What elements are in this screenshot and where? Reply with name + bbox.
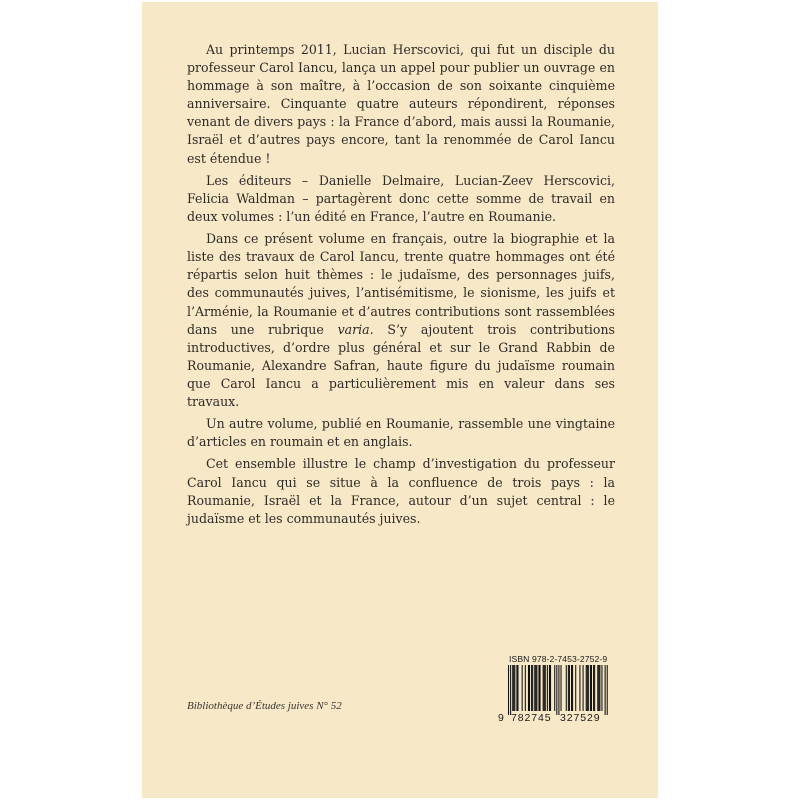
barcode-bar bbox=[594, 665, 595, 711]
barcode-bar bbox=[568, 665, 569, 711]
barcode-bar bbox=[572, 665, 573, 711]
series-title: Bibliothèque d’Études juives N° 52 bbox=[187, 700, 342, 712]
barcode-guard-bar bbox=[510, 665, 511, 715]
paragraph-4: Un autre volume, publié en Roumanie, rassemble une vingtaine d’articles en roumain et en anglais. bbox=[187, 416, 615, 450]
paragraph-3 bbox=[187, 230, 615, 411]
paragraph-2: Les éditeurs – Danielle Delmaire, Lucian-Zeev Herscovici, Felicia Waldman – partagèrent donc cette somme de travail en deux volumes : l’un édité en France, l’autre en Roumanie. bbox=[187, 172, 615, 224]
blurb-text bbox=[187, 41, 615, 532]
barcode-bar bbox=[544, 665, 545, 711]
barcode-bar bbox=[543, 665, 544, 711]
barcode-bar bbox=[545, 665, 546, 711]
barcode-bar bbox=[536, 665, 537, 711]
barcode-guard-bar bbox=[605, 665, 606, 715]
barcode-bar bbox=[593, 665, 594, 711]
barcode-bar bbox=[531, 665, 532, 711]
barcode-bar bbox=[571, 665, 572, 711]
barcode-bar bbox=[547, 665, 548, 711]
barcode-bar bbox=[549, 665, 550, 711]
barcode-bar bbox=[598, 665, 599, 711]
barcode-bar bbox=[586, 665, 587, 711]
barcode-bar bbox=[534, 665, 535, 711]
barcode-bar bbox=[529, 665, 530, 711]
barcode-bar bbox=[597, 665, 598, 711]
barcode-digit-first: 9 bbox=[498, 712, 504, 724]
barcode-bar bbox=[540, 665, 541, 711]
barcode-bar bbox=[513, 665, 514, 711]
barcode-bar bbox=[516, 665, 517, 711]
barcode-bar bbox=[590, 665, 591, 711]
paragraph-1: Au printemps 2011, Lucian Herscovici, qui fut un disciple du professeur Carol Iancu, lança un appel pour publier un ouvrage en hommage à son maître, à l’occasion de son soixante cinquième anniversaire. Cinquante quatre auteurs répondirent, réponses venant de divers pays : la France d’abord, mais aussi la Roumanie, Israël et d’autres pays encore, tant la renommée de Carol Iancu est étendue ! bbox=[187, 42, 615, 166]
barcode-bar bbox=[599, 665, 600, 711]
barcode-bar bbox=[591, 665, 592, 711]
barcode-bar bbox=[579, 665, 580, 711]
paragraph-3-part-b: . S’y ajoutent trois contributions introductives, d’ordre plus général et sur le Grand Rabbin de Roumanie, Alexandre Safran, haute figure du judaïsme roumain que Carol Iancu a particulièrement mis en valeur dans ses travaux. bbox=[187, 321, 615, 409]
barcode-bar bbox=[569, 665, 570, 711]
barcode-bar bbox=[517, 665, 518, 711]
barcode-guard-bar bbox=[558, 665, 559, 715]
barcode-bar bbox=[550, 665, 551, 711]
isbn-barcode bbox=[498, 654, 616, 730]
barcode-digits-right: 327529 bbox=[560, 712, 601, 724]
barcode-guard-bar bbox=[508, 665, 509, 715]
barcode-bar bbox=[522, 665, 523, 711]
paragraph-3-italic-word: varia bbox=[337, 321, 370, 337]
barcode-bar bbox=[512, 665, 513, 711]
barcode-bar bbox=[561, 665, 562, 711]
barcode-bar bbox=[535, 665, 536, 711]
barcode-bar bbox=[554, 665, 555, 711]
barcode-bar bbox=[538, 665, 539, 711]
barcode-guard-bar bbox=[607, 665, 608, 715]
barcode-bar bbox=[575, 665, 576, 711]
barcode-bar bbox=[514, 665, 515, 711]
barcode-bar bbox=[601, 665, 602, 711]
barcode-bar bbox=[525, 665, 526, 711]
barcode-bar bbox=[566, 665, 567, 711]
barcode-bar bbox=[532, 665, 533, 711]
barcode-bar bbox=[587, 665, 588, 711]
barcode-guard-bar bbox=[556, 665, 557, 715]
paragraph-5: Cet ensemble illustre le champ d’investigation du professeur Carol Iancu qui se situe à la confluence de trois pays : la Roumanie, Israël et la France, autour d’un sujet central : le judaïsme et les communautés juives. bbox=[187, 456, 615, 526]
barcode-bar bbox=[528, 665, 529, 711]
barcode-bar bbox=[588, 665, 589, 711]
barcode-bar bbox=[583, 665, 584, 711]
barcode-digits-left: 782745 bbox=[511, 712, 552, 724]
paragraph-3-part-a: Dans ce présent volume en français, outre la biographie et la liste des travaux de Carol Iancu, trente quatre hommages ont été répartis selon huit thèmes : le judaïsme, des personnages juifs, des communautés juives, l’antisémitisme, le sionisme, les juifs et l’Arménie, la Roumanie et d’autres contributions sont rassemblées dans une rubrique bbox=[187, 231, 615, 337]
isbn-label: ISBN 978-2-7453-2752-9 bbox=[509, 654, 608, 664]
barcode-bars bbox=[498, 665, 616, 715]
